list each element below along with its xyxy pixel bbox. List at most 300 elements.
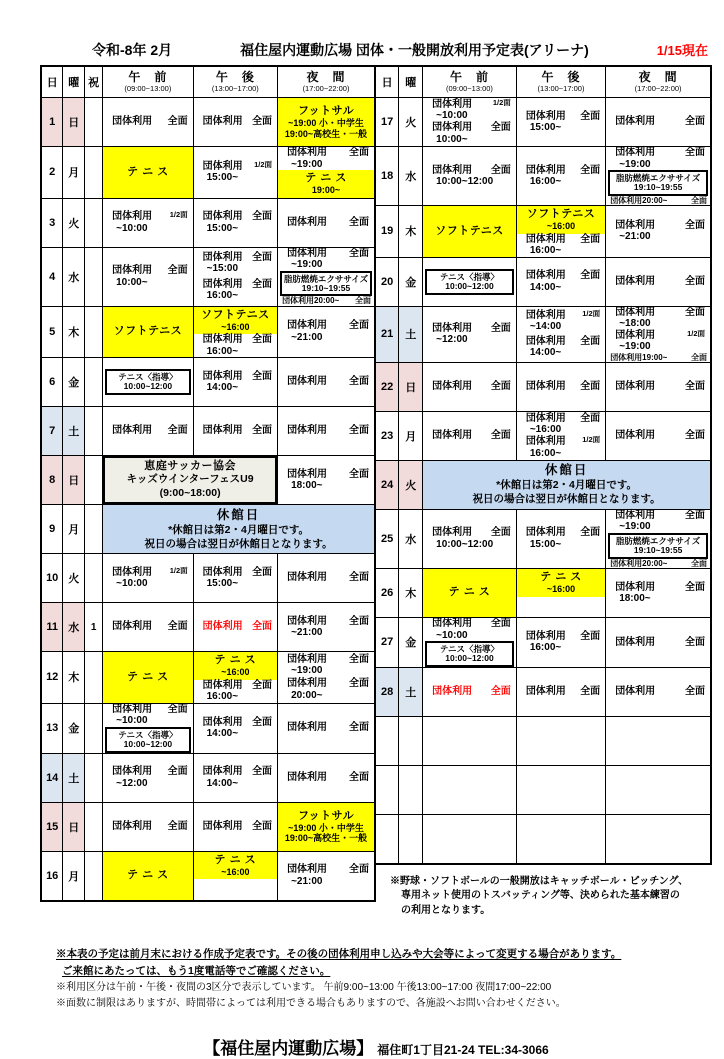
slot-cell <box>278 603 375 652</box>
block-line <box>517 436 605 448</box>
header-day: 日 <box>41 66 63 98</box>
line-segment: 団体利用 <box>112 820 153 832</box>
header-pm-label: 午 後 <box>541 69 581 84</box>
schedule-block-closed <box>103 505 374 553</box>
schedule-block-plain <box>517 310 605 333</box>
schedule-block-plain <box>103 567 193 590</box>
weekday-cell: 水 <box>63 247 85 306</box>
slot-content <box>278 199 374 247</box>
note-line: ご来館にあたっては、もう1度電話等でご確認ください。 <box>62 965 331 978</box>
header-night-time: (17:00~22:00) <box>634 84 682 94</box>
block-line: ~18:00 <box>619 318 651 330</box>
schedule-block-plain <box>194 567 277 590</box>
block-line <box>103 766 193 778</box>
slot-cell <box>278 652 375 704</box>
block-line: ~16:00 <box>221 321 250 332</box>
slot-content <box>517 717 605 765</box>
weekday-cell: 金 <box>399 257 423 306</box>
line-segment: 団体利用 <box>615 329 656 341</box>
weekday-cell: 月 <box>63 851 85 901</box>
block-title: テニス〈指導〉 <box>439 644 500 654</box>
line-segment: 団体利用 <box>112 703 153 715</box>
block-line <box>423 430 516 442</box>
block-line: 10:00~12:00 <box>123 381 173 392</box>
line-segment: 団体利用 <box>615 275 656 287</box>
slot-content <box>278 147 374 198</box>
block-title: フットサル <box>297 809 355 822</box>
line-segment: 全面 <box>490 122 511 134</box>
line-segment: 団体利用 <box>525 527 566 539</box>
slot-cell <box>423 362 517 411</box>
slot-cell <box>103 147 194 199</box>
line-segment: 全面 <box>490 430 511 442</box>
line-segment: 団体利用 <box>525 630 566 642</box>
weekday-cell: 土 <box>399 306 423 362</box>
block-line <box>278 616 374 628</box>
line-segment: 全面 <box>167 621 188 633</box>
line-segment: 全面 <box>685 147 705 158</box>
line-segment: 全面 <box>580 110 601 122</box>
line-segment: 団体利用 <box>287 425 328 437</box>
note-line: ※面数に制限はありますが、時間帯によっては利用できる場合もありますので、各施設へお問い合わせください。 <box>56 998 566 1010</box>
line-segment: 団体利用 <box>202 566 243 578</box>
line-segment: 団体利用 <box>202 278 243 290</box>
slot-content <box>517 307 605 362</box>
header-am-time: (09:00~13:00) <box>124 84 172 94</box>
schedule-block-plain <box>103 704 193 727</box>
slot-cell <box>278 703 375 753</box>
block-title: テ ニ ス <box>127 165 169 178</box>
header-night-label: 夜 間 <box>638 69 678 84</box>
day-cell <box>375 765 399 814</box>
schedule-block-plain <box>103 425 193 437</box>
schedule-row-day-6 <box>41 358 375 407</box>
schedule-block-plain <box>606 220 710 243</box>
schedule-block-boxed <box>608 533 708 559</box>
line-segment: 団体利用 <box>202 766 243 778</box>
slot-content <box>278 754 374 802</box>
schedule-row-empty <box>375 765 711 814</box>
title-era-month: 令和-8年 2月 <box>92 42 173 58</box>
slot-content <box>278 554 374 602</box>
day-cell: 21 <box>375 306 399 362</box>
line-segment: 団体利用 <box>287 678 328 690</box>
day-cell: 25 <box>375 509 399 568</box>
schedule-block-empty <box>194 879 277 899</box>
slot-content <box>194 358 277 406</box>
schedule-block-boxed <box>608 170 708 196</box>
day-cell: 13 <box>41 703 63 753</box>
slot-cell <box>516 814 605 864</box>
block-line <box>517 111 605 123</box>
block-line <box>278 248 374 260</box>
weekday-cell <box>399 716 423 765</box>
line-segment: 全面 <box>490 618 511 629</box>
line-segment: 団体利用 <box>615 147 656 158</box>
line-segment: 団体利用 <box>525 381 566 393</box>
slot-cell <box>516 362 605 411</box>
slot-content <box>278 307 374 358</box>
block-title: テ ニ ス <box>448 586 491 599</box>
slot-content <box>278 358 374 406</box>
block-line <box>517 310 605 322</box>
line-segment: 全面 <box>349 771 369 783</box>
schedule-block-boxed <box>425 269 514 295</box>
schedule-row-day-23 <box>375 411 711 460</box>
block-line <box>517 631 605 643</box>
line-segment: 団体利用 <box>525 164 566 176</box>
schedule-block-boxed <box>105 727 191 753</box>
slot-content <box>606 363 710 411</box>
slot-content <box>278 248 374 306</box>
block-line: 19:00~高校生・一般 <box>284 128 368 139</box>
header-night <box>606 66 711 98</box>
block-line <box>194 211 277 223</box>
day-cell: 2 <box>41 147 63 199</box>
facility-name: 【福住屋内運動広場】 <box>203 1039 374 1059</box>
day-cell: 8 <box>41 456 63 505</box>
slot-content <box>423 363 516 411</box>
slot-cell <box>606 716 711 765</box>
right-column <box>376 65 712 918</box>
slot-content <box>423 717 516 765</box>
schedule-block-closed <box>423 461 710 509</box>
weekday-cell: 月 <box>63 505 85 554</box>
baseball-note-line: 専用ネット使用のトスバッティング等、決められた基本練習の <box>401 890 680 902</box>
slot-cell <box>103 247 194 306</box>
slot-cell <box>606 206 711 258</box>
header-am <box>423 66 517 98</box>
weekday-cell <box>399 814 423 864</box>
schedule-row-day-16 <box>41 851 375 901</box>
line-segment: 団体利用 <box>202 160 243 172</box>
page-title: 福住屋内運動広場 団体・一般開放利用予定表(アリーナ) <box>240 42 589 58</box>
line-segment: 団体利用 <box>525 110 566 122</box>
slot-content <box>103 147 193 198</box>
slot-cell <box>193 703 277 753</box>
slot-cell <box>193 554 277 603</box>
block-line: 15:00~ <box>206 172 239 184</box>
title-as-of-date: 1/15現在 <box>656 43 708 58</box>
block-line <box>278 678 374 690</box>
line-segment: 全面 <box>355 296 371 306</box>
schedule-block-plain <box>278 772 374 784</box>
day-cell: 28 <box>375 667 399 716</box>
weekday-cell: 木 <box>63 306 85 358</box>
block-line <box>194 567 277 579</box>
line-segment: 団体利用 <box>202 370 243 382</box>
slot-cell <box>516 98 605 147</box>
line-segment: 団体利用 <box>432 122 473 134</box>
line-segment: 全面 <box>252 566 273 578</box>
block-line: 10:00~ <box>436 133 468 145</box>
block-line <box>194 161 277 173</box>
block-line: 10:00~12:00 <box>123 738 173 749</box>
line-segment: 団体利用 <box>202 334 243 346</box>
line-segment: 全面 <box>691 558 707 568</box>
line-segment: 全面 <box>252 251 273 263</box>
schedule-block-plain <box>517 381 605 393</box>
line-segment: 団体利用 <box>112 425 153 437</box>
block-line: キッズウインターフェスU9 <box>126 473 254 486</box>
line-segment: 団体利用 <box>615 381 656 393</box>
slot-content <box>606 307 710 362</box>
schedule-block-plain <box>606 353 710 362</box>
schedule-row-day-20 <box>375 257 711 306</box>
slot-content <box>423 618 516 667</box>
slot-content <box>194 407 277 455</box>
line-segment: 全面 <box>490 381 511 393</box>
line-segment: 全面 <box>167 703 188 715</box>
weekday-cell: 火 <box>399 460 423 509</box>
block-line <box>194 680 277 692</box>
block-title: テ ニ ス <box>214 853 257 866</box>
slot-content <box>423 147 516 205</box>
slot-content <box>278 603 374 651</box>
schedule-table-left <box>40 65 376 902</box>
schedule-row-day-7 <box>41 407 375 456</box>
slot-content <box>606 98 710 146</box>
slot-cell <box>516 147 605 206</box>
line-segment: 1/2面 <box>492 97 511 107</box>
day-cell: 6 <box>41 358 63 407</box>
schedule-block-yellow <box>278 170 374 198</box>
schedule-block-plain <box>103 766 193 789</box>
schedule-block-plain <box>278 248 374 271</box>
slot-content <box>423 206 516 257</box>
slot-cell <box>423 716 517 765</box>
line-segment: 団体利用 <box>112 116 153 128</box>
slot-cell <box>278 198 375 247</box>
block-line: ~12:00 <box>116 777 148 789</box>
slot-content <box>103 754 193 802</box>
slot-content <box>423 766 516 814</box>
line-segment: 全面 <box>349 722 369 734</box>
title-bar <box>40 40 712 60</box>
block-title: テニス〈指導〉 <box>118 372 178 383</box>
schedule-row-day-4 <box>41 247 375 306</box>
slot-cell <box>103 753 194 802</box>
schedule-block-boxed <box>425 641 514 667</box>
line-segment: 団体利用20:00~ <box>610 195 668 205</box>
schedule-table-right <box>374 65 712 865</box>
block-line: ~12:00 <box>436 334 468 346</box>
line-segment: 団体利用 <box>615 636 656 648</box>
weekday-cell: 金 <box>399 618 423 668</box>
header-night-label: 夜 間 <box>306 69 346 84</box>
slot-cell <box>193 358 277 407</box>
line-segment: 団体利用 <box>615 306 656 318</box>
schedule-block-yellow <box>517 206 605 234</box>
facility-address: 福住町1丁目21-24 TEL:34-3066 <box>377 1043 549 1058</box>
schedule-row-day-14 <box>41 753 375 802</box>
line-segment: 全面 <box>685 509 705 521</box>
weekday-cell: 木 <box>399 206 423 258</box>
schedule-block-plain <box>194 334 277 357</box>
block-line: 19:10~19:55 <box>301 282 351 293</box>
slot-cell <box>423 98 517 147</box>
slot-content <box>423 98 516 146</box>
line-segment: 全面 <box>685 686 705 698</box>
schedule-block-yellow <box>278 803 374 851</box>
block-title: テニス〈指導〉 <box>118 729 178 740</box>
block-line: *休館日は第2・4月曜日です。 <box>496 479 638 492</box>
slot-cell <box>606 306 711 362</box>
line-segment: 1/2面 <box>582 308 601 318</box>
block-line: 16:00~ <box>206 290 239 302</box>
slot-cell <box>423 147 517 206</box>
holiday-cell <box>85 802 103 851</box>
schedule-block-plain <box>606 116 710 128</box>
line-segment: 全面 <box>691 352 707 362</box>
block-line <box>517 336 605 348</box>
schedule-block-plain <box>606 686 710 698</box>
weekday-cell: 木 <box>63 652 85 704</box>
baseball-note-line: ※野球・ソフトボールの一般開放はキャッチボール・ピッチング、 <box>390 875 689 887</box>
slot-content <box>103 358 193 406</box>
schedule-block-yellow <box>194 652 277 680</box>
slot-cell <box>278 407 375 456</box>
slot-cell <box>423 569 517 618</box>
schedule-block-plain <box>423 527 516 550</box>
line-segment: 団体利用 <box>525 335 566 347</box>
line-segment: 全面 <box>349 864 369 876</box>
slot-cell <box>193 247 277 306</box>
line-segment: 全面 <box>490 527 511 539</box>
weekday-cell: 土 <box>63 753 85 802</box>
line-segment: 全面 <box>580 630 601 642</box>
slot-content <box>278 652 374 703</box>
header-night-time: (17:00~22:00) <box>302 84 350 94</box>
block-line <box>606 196 710 205</box>
line-segment: 団体利用 <box>202 425 243 437</box>
slot-cell <box>193 802 277 851</box>
schedule-block-plain <box>194 371 277 394</box>
slot-content <box>278 98 374 146</box>
block-title: テ ニ ス <box>127 670 169 683</box>
slot-content <box>194 199 277 247</box>
slot-cell <box>103 407 194 456</box>
day-cell: 23 <box>375 411 399 460</box>
line-segment: 団体利用 <box>615 509 656 521</box>
block-line <box>194 717 277 729</box>
block-line: 16:00~ <box>529 642 562 654</box>
slot-cell <box>193 98 277 147</box>
schedule-block-plain <box>278 722 374 734</box>
schedule-block-plain <box>103 621 193 633</box>
schedule-row-day-15 <box>41 802 375 851</box>
schedule-block-plain <box>606 510 710 533</box>
block-title: ソフトテニス <box>526 208 596 221</box>
schedule-block-plain <box>194 425 277 437</box>
schedule-block-plain <box>606 559 710 568</box>
block-line: ~16:00 <box>546 221 576 232</box>
block-title: ソフトテニス <box>435 224 504 237</box>
day-cell: 1 <box>41 98 63 147</box>
day-cell: 18 <box>375 147 399 206</box>
block-line: 14:00~ <box>206 777 239 789</box>
line-segment: 全面 <box>580 164 601 176</box>
block-line: 18:00~ <box>291 480 323 492</box>
schedule-block-plain <box>278 678 374 701</box>
line-segment: 団体利用 <box>287 722 328 734</box>
line-segment: 団体利用 <box>525 309 566 321</box>
schedule-block-plain <box>423 323 516 346</box>
schedule-row-day-22 <box>375 362 711 411</box>
schedule-block-red <box>423 686 516 698</box>
slot-content <box>103 554 193 602</box>
slot-content <box>103 803 193 851</box>
block-line: 14:00~ <box>529 281 562 293</box>
day-cell: 5 <box>41 306 63 358</box>
block-line <box>423 527 516 539</box>
slot-content <box>517 668 605 716</box>
holiday-cell: 1 <box>85 603 103 652</box>
schedule-row-day-8 <box>41 456 375 505</box>
block-line <box>517 165 605 177</box>
slot-content <box>194 307 277 358</box>
block-line: ~16:00 <box>221 667 250 678</box>
line-segment: 全面 <box>685 116 705 128</box>
block-line <box>278 296 374 305</box>
schedule-block-yellow <box>103 652 193 703</box>
schedule-block-yellow <box>194 307 277 335</box>
slot-cell <box>606 618 711 668</box>
slot-content <box>194 248 277 306</box>
schedule-block-plain <box>103 116 193 128</box>
schedule-row-empty <box>375 814 711 864</box>
slot-content <box>194 652 277 703</box>
weekday-cell: 土 <box>399 667 423 716</box>
schedule-block-plain <box>517 111 605 134</box>
line-segment: 団体利用 <box>287 615 328 627</box>
schedule-row-day-24 <box>375 460 711 509</box>
block-line: ~15:00 <box>206 263 239 275</box>
day-cell: 14 <box>41 753 63 802</box>
schedule-block-plain <box>423 165 516 188</box>
slot-cell <box>606 362 711 411</box>
day-cell: 20 <box>375 257 399 306</box>
schedule-block-plain <box>278 425 374 437</box>
line-segment: 団体利用 <box>432 164 473 176</box>
schedule-block-boxed <box>105 369 191 395</box>
weekday-cell: 水 <box>399 147 423 206</box>
line-segment: 全面 <box>349 216 369 228</box>
schedule-block-plain <box>423 99 516 122</box>
slot-content <box>103 407 193 455</box>
slot-content <box>423 307 516 362</box>
slot-cell <box>103 456 278 505</box>
slot-content <box>606 618 710 667</box>
schedule-block-plain <box>278 147 374 170</box>
weekday-cell: 火 <box>63 554 85 603</box>
line-segment: 団体利用 <box>287 320 328 332</box>
schedule-block-plain <box>517 165 605 188</box>
weekday-cell: 火 <box>63 198 85 247</box>
schedule-row-day-19 <box>375 206 711 258</box>
weekday-cell: 土 <box>63 407 85 456</box>
header-weekday: 曜 <box>399 66 423 98</box>
header-am <box>103 66 194 98</box>
slot-cell <box>516 765 605 814</box>
schedule-row-day-26 <box>375 569 711 618</box>
schedule-block-boxed <box>280 271 372 297</box>
block-line <box>606 686 710 698</box>
slot-content <box>194 704 277 753</box>
line-segment: 全面 <box>349 572 369 584</box>
slot-cell <box>103 198 194 247</box>
slot-content <box>423 258 516 306</box>
